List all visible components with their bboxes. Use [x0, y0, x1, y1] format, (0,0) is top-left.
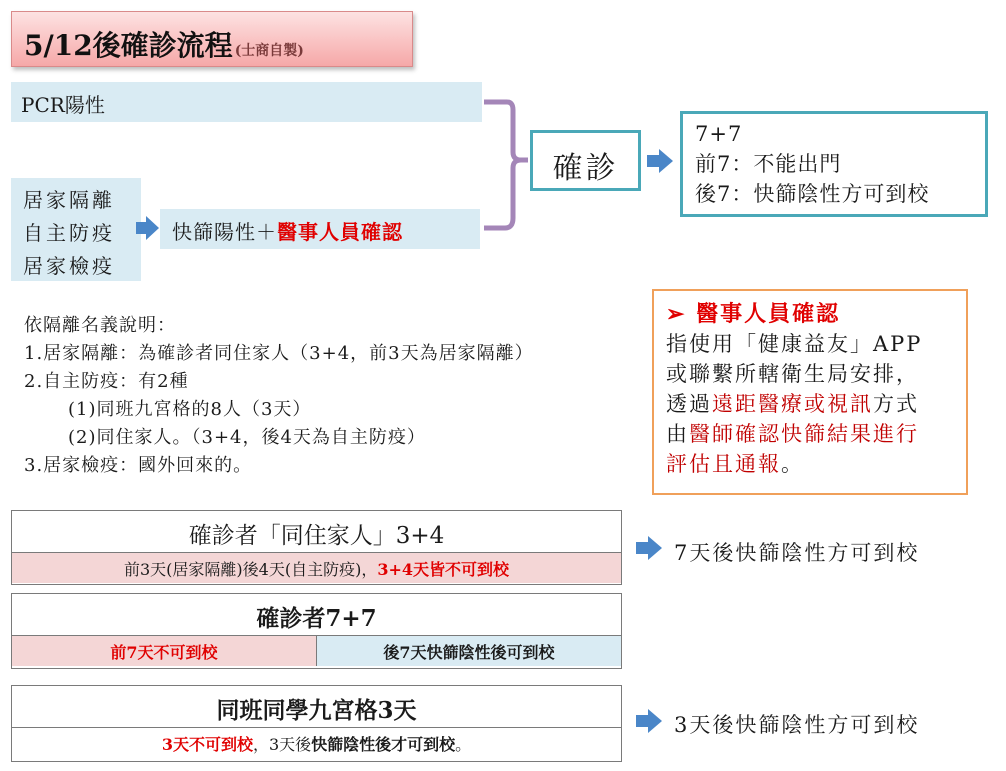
note-line: 指使用「健康益友」APP: [666, 332, 923, 356]
table-household: [11, 510, 622, 585]
table-cell: 後7天快篩陰性後可到校: [316, 636, 621, 666]
side-note-7days: 7天後快篩陰性方可到校: [674, 541, 920, 565]
note-heading: ➢ 醫事人員確認: [666, 301, 841, 327]
arrow-icon: [636, 536, 662, 560]
note-line: 透過遠距醫療或視訊方式: [666, 392, 919, 416]
confirmed-box: [530, 130, 641, 191]
table-row: 前3天(居家隔離)後4天(自主防疫)， 3+4天皆不可到校: [12, 553, 621, 583]
note-line: 或聯繫所轄衛生局安排，: [666, 362, 919, 386]
explain-heading: 依隔離名義說明：: [24, 315, 176, 336]
bracket-connector: [484, 102, 528, 228]
rapid-prefix: 快篩陽性＋: [172, 220, 277, 244]
explain-line: (2)同住家人。（3+4，後4天為自主防疫）: [68, 427, 426, 448]
explain-line: 2.自主防疫：有2種: [24, 371, 189, 392]
arrow-icon: [647, 149, 673, 173]
note-line: 由醫師確認快篩結果進行: [666, 422, 919, 446]
table-title: 確診者「同住家人」3+4: [12, 511, 621, 553]
table-classmates: [11, 685, 622, 762]
isolate-item: 自主防疫: [23, 221, 115, 245]
table-row: [12, 636, 621, 666]
note-line: 評估且通報。: [666, 452, 804, 476]
explanation-text: [24, 312, 644, 480]
side-note-3days: 3天後快篩陰性方可到校: [674, 713, 920, 737]
confirmed-label: 確診: [552, 151, 619, 186]
explain-line: (1)同班九宮格的8人（3天）: [68, 399, 312, 420]
title-main: 5/12後確診流程: [24, 29, 233, 62]
bullet-arrow-icon: ➢: [666, 301, 697, 327]
arrow-icon: [136, 216, 159, 240]
table-row: 3天不可到校 ，3天後 快篩陰性後才可到校 。: [161, 734, 472, 754]
note-box: [652, 289, 968, 495]
isolate-item: 居家隔離: [23, 188, 115, 212]
table-title: 確診者7+7: [12, 594, 621, 636]
table-confirmed: [11, 593, 622, 669]
table-title: 同班同學九宮格3天: [12, 686, 621, 728]
explain-line: 3.居家檢疫：國外回來的。: [24, 455, 253, 476]
result-line: 7+7: [695, 122, 743, 146]
isolate-item: 居家檢疫: [23, 254, 115, 278]
result-box: [680, 111, 988, 217]
arrow-icon: [636, 709, 662, 733]
explain-line: 1.居家隔離：為確診者同住家人（3+4，前3天為居家隔離）: [24, 343, 534, 364]
table-cell: 前7天不可到校: [12, 636, 316, 666]
result-line: 前7：不能出門: [695, 152, 842, 176]
title-sub: (士商自製): [234, 43, 304, 59]
result-line: 後7：快篩陰性方可到校: [695, 182, 930, 206]
pcr-label: PCR陽性: [21, 93, 105, 117]
rapid-confirm: 醫事人員確認: [277, 220, 403, 244]
